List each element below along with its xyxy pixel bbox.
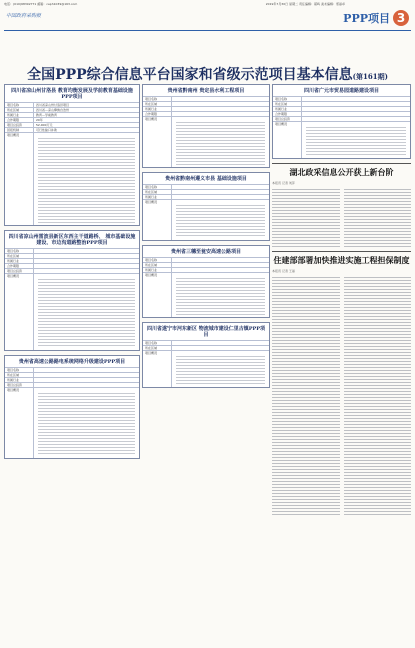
news-article (272, 251, 411, 515)
project-panel (142, 84, 270, 168)
top-rule (4, 30, 411, 31)
project-panel (4, 84, 140, 226)
article-title: 住建部部署加快推进实施工程担保制度 (272, 251, 411, 266)
headline-main: 全国PPP综合信息平台国家和省级示范项目基本信息 (27, 67, 353, 83)
column-right (272, 84, 411, 644)
project-panel (142, 172, 270, 241)
project-table: 项目名称 四川省凉山州甘洛县项目 所在区域 四川省—凉山彝族自治州 所属行业 教育—学前教育 合作期限 20年 项目总投资 52,000万元 回报机制 可行性缺口补助 项目概况 (5, 102, 139, 225)
panel-title: 四川省凉山州甘洛县 教育均衡发展及学前教育基础设施PPP项目 (11, 88, 133, 100)
topbar (0, 0, 415, 8)
panel-title: 贵州省黔南州遵义市县 基础设施项目 (165, 176, 247, 182)
panel-title: 贵州省高速公路路电系统网络升级建设PPP项目 (18, 359, 126, 365)
project-table: 项目名称 所在区域 项目概况 (143, 340, 269, 387)
project-panel (272, 84, 411, 159)
section-label: PPP项目 (343, 12, 390, 25)
article-title: 湖北政采信息公开获上新台阶 (272, 163, 411, 178)
column-middle (142, 84, 270, 644)
project-table: 项目名称 所在区域 所属行业 合作期限 项目概况 (143, 96, 269, 167)
panel-title: 四川省广元市贸易园道路建设项目 (303, 88, 379, 94)
project-table: 项目名称 所在区域 所属行业 项目总投资 项目概况 (5, 367, 139, 458)
project-table: 项目名称 所在区域 所属行业 项目概况 (143, 257, 269, 317)
headline-suffix: (第161期) (352, 72, 388, 81)
panel-title: 四川省凉山州雷波县新区东西主干道路桥、 城市基础设施建设、市边沟道路整治PPP项目 (8, 234, 136, 246)
panel-title: 贵州省三穗至瓮安高速公路项目 (170, 249, 241, 255)
article-body (272, 275, 411, 515)
project-panel (142, 322, 270, 388)
news-article (272, 163, 411, 247)
section-badge (343, 10, 409, 26)
article-byline: 本报讯 记者 王丽 (272, 269, 295, 273)
project-table: 项目名称 所在区域 所属行业 项目概况 (143, 184, 269, 240)
masthead: 中国政府采购报 (6, 13, 42, 19)
topbar-right: 2019年7月30日 星期二 责任编辑：郝鸣 美术编辑：邢丽卓 (265, 2, 345, 6)
project-table: 项目名称 所在区域 所属行业 合作期限 项目总投资 项目概况 (5, 248, 139, 350)
project-panel (4, 230, 140, 351)
project-panel (142, 245, 270, 318)
topbar-left: 电话：(010)68392771 邮箱：ceph1039@163.com (4, 2, 78, 6)
column-left (4, 84, 140, 644)
project-table: 项目名称 所在区域 所属行业 合作期限 项目总投资 项目概况 (273, 96, 410, 158)
project-panel (4, 355, 140, 459)
article-byline: 本报讯 记者 刘萍 (272, 181, 295, 185)
panel-title: 四川省遂宁市河东新区 物流城市建设仁里古镇PPP项目 (146, 326, 266, 338)
panel-title: 贵州省黔南州 贵定县水利工程项目 (167, 88, 245, 94)
page-headline (0, 64, 415, 84)
section-number: 3 (393, 10, 409, 26)
article-body (272, 187, 411, 247)
